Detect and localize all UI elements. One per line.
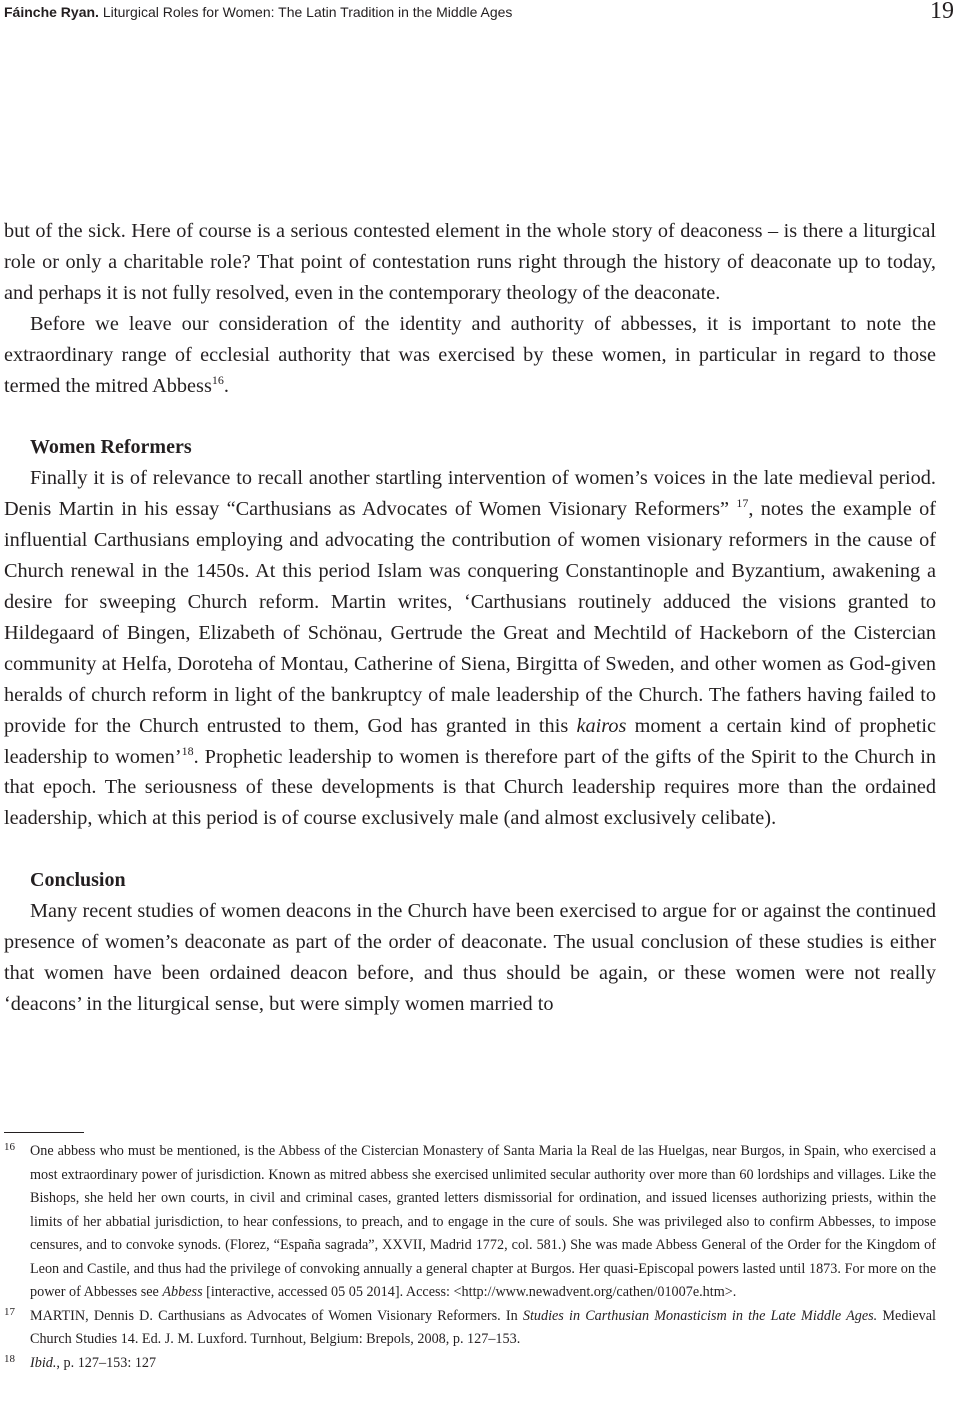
paragraph-1: but of the sick. Here of course is a serious contested element in the whole story of deaconess – is there a liturgical role or only a charitable role? That point of contestation runs right through the history of deaconate up to today, and perhaps it is not fully resolved, even in the contemporary theology of the deaconate. [4, 220, 936, 304]
paragraph-2 [4, 309, 936, 402]
spacer [4, 834, 936, 865]
header-author: Fáinche Ryan. [4, 4, 99, 20]
paragraph-4: Many recent studies of women deacons in the Church have been exercised to argue for or against the continued presence of women’s deaconate as part of the order of deaconate. The usual conclusion of these studies is either that women have been ordained deacon before, and thus should be again, or these women were not really ‘deacons’ in the liturgical sense, but were simply women married to [4, 900, 936, 1015]
spacer [4, 401, 936, 432]
footnote-italic: Studies in Carthusian Monasticism in the Late Middle Ages. [522, 1307, 878, 1324]
paragraph-3-text-c: moment a certain kind of prophetic leadership to women’ [4, 714, 936, 768]
footnote-17 [4, 1305, 936, 1352]
term-kairos: kairos [576, 714, 627, 737]
footnote-text: MARTIN, Dennis D. Carthusians as Advocates of Women Visionary Reformers. In [30, 1307, 518, 1324]
paragraph-2-text: Before we leave our consideration of the identity and authority of abbesses, it is important to note the extraordinary range of ecclesial authority that was exercised by these women, in particular in regard to those termed the mitred Abbess [4, 312, 936, 397]
footnote-rule [4, 1132, 84, 1133]
footnote-text-end: , p. 127–153: 127 [56, 1354, 157, 1371]
footnotes [4, 1140, 936, 1375]
footnote-text: One abbess who must be mentioned, is the Abbess of the Cistercian Monastery of Santa Maria la Real de las Huelgas, near Burgos, in Spain, who exercised a most extraordinary power of jurisdiction. Known as mitred abbess she exercised unlimited secular authority over more than 60 lordships and villages. Like the Bishops, she held her own courts, in civil and criminal cases, granted letters dismissorial for ordination, and issued licenses authorizing priests, within the limits of her abbatial jurisdiction, to hear confessions, to preach, and to engage in the cure of souls. She was privileged also to confirm Abbesses, to impose censures, and to convoke synods. (Florez, “España sagrada”, XXVII, Madrid 1772, col. 581.) She was made Abbess General of the Order for the Kingdom of Leon and Castile, and thus had the privilege of convoking annually a general chapter at Burgos. Her quasi-Episcopal powers lasted until 1873. For more on the power of Abbesses see [30, 1143, 936, 1300]
footnote-ref-18[interactable]: 18 [181, 743, 194, 758]
footnote-number: 17 [4, 1305, 15, 1318]
footnote-ref-17[interactable]: 17 [736, 496, 749, 511]
paragraph-3-text-a: Finally it is of relevance to recall another startling intervention of women’s voices in the late medieval period. Denis Martin in his essay “Carthusians as Advocates of Women Visionary Reformers” [4, 467, 936, 521]
footnote-italic: Ibid. [30, 1354, 57, 1371]
paragraph-3 [4, 463, 936, 834]
footnote-16 [4, 1140, 936, 1305]
footnote-text-end: Medieval Church Studies 14. Ed. J. M. Luxford. Turnhout, Belgium: Brepols, 2008, p. 127–153. [30, 1307, 936, 1347]
header-title: Liturgical Roles for Women: The Latin Tradition in the Middle Ages [102, 4, 513, 20]
footnote-number: 16 [4, 1141, 15, 1153]
footnote-italic: Abbess [162, 1284, 203, 1300]
running-header [4, 0, 954, 24]
paragraph-2-end: . [223, 374, 229, 397]
main-text [4, 216, 936, 1020]
heading-women-reformers: Women Reformers [30, 436, 192, 459]
heading-conclusion: Conclusion [30, 869, 126, 892]
paragraph-3-text-b: , notes the example of influential Carthusians employing and advocating the contribution of women visionary reformers in the cause of Church renewal in the 1450s. At this period Islam was conquering Constantinople and Byzantium, awakening a desire for sweeping Church reform. Martin writes, ‘Carthusians routinely adduced the visions granted to Hildegaard of Bingen, Elizabeth of Schönau, Gertrude the Great and Mechtild of Hackeborn of the Cistercian community at Helfa, Doroteha of Montau, Catherine of Siena, Birgitta of Sweden, and other women as God-given heralds of church reform in light of the bankruptcy of male leadership of the Church. The fathers having failed to provide for the Church entrusted to them, God has granted in this [4, 498, 936, 737]
footnote-text-end: [interactive, accessed 05 05 2014]. Access: <http://www.newadvent.org/cathen/01007e.htm>. [202, 1284, 737, 1300]
footnote-number: 18 [4, 1352, 15, 1365]
page-number: 19 [930, 0, 954, 24]
footnote-18 [4, 1352, 936, 1376]
paragraph-3-text-d: . Prophetic leadership to women is therefore part of the gifts of the Spirit to the Church in that epoch. The seriousness of these developments is that Church leadership requires more than the ordained leadership, which at this period is of course exclusively male (and almost exclusively celibate). [4, 745, 937, 830]
footnote-ref-16[interactable]: 16 [211, 372, 224, 387]
